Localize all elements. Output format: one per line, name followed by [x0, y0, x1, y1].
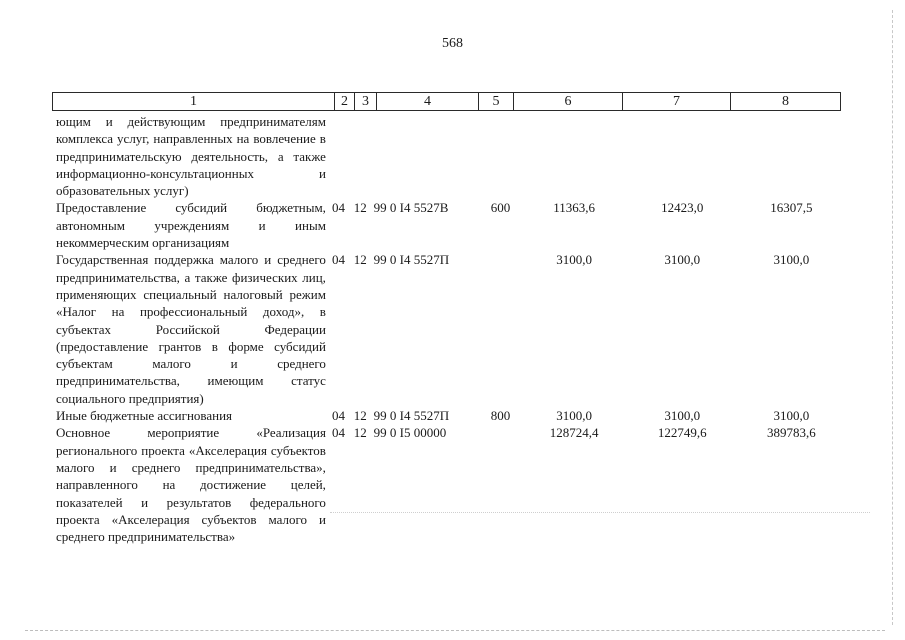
column-header-2: 2: [335, 93, 355, 110]
section-code: 04: [331, 200, 345, 216]
column-header-7: 7: [623, 93, 731, 110]
table-row: [56, 251, 846, 407]
row-description: Иные бюджетные ассигнования: [56, 408, 233, 424]
page-edge: [892, 10, 893, 625]
amount-year-1: 11363,6: [553, 200, 595, 216]
subsection-code: 12: [353, 252, 367, 268]
amount-year-2: 122749,6: [657, 425, 707, 441]
page-number: 568: [442, 36, 463, 51]
section-code: 04: [331, 252, 345, 268]
amount-year-2: 3100,0: [664, 252, 701, 268]
amount-year-3: 16307,5: [770, 200, 813, 216]
amount-year-1: 3100,0: [556, 408, 592, 424]
budget-table: [56, 113, 846, 545]
column-header-6: 6: [514, 93, 623, 110]
amount-year-1: 3100,0: [556, 252, 592, 268]
row-description: Предоставление субсидий бюджетным, автономным учреждениям и иным некоммерческим организациям: [56, 200, 326, 251]
section-code: 04: [331, 425, 345, 441]
section-code: 04: [331, 408, 345, 424]
subsection-code: 12: [353, 425, 367, 441]
amount-year-3: 389783,6: [767, 425, 816, 441]
amount-year-2: 3100,0: [664, 408, 701, 424]
table-row: [56, 113, 846, 199]
row-description: ющим и действующим предпринимателям комплекса услуг, направленных на вовлечение в предпринимательскую деятельность, а также информационно-консультационных и образовательных услуг): [56, 114, 326, 199]
scan-artifact-line: [25, 630, 885, 631]
row-description: Государственная поддержка малого и среднего предпринимательства, а также физических лиц, применяющих специальный налоговый режим «Налог на профессиональный доход», в субъектах Российской Федерации (предоставление грантов в форме субсидий субъектам малого и среднего предпринимательства, имеющим статус социального предприятия): [56, 252, 326, 406]
table-header: [52, 92, 841, 111]
subsection-code: 12: [353, 200, 367, 216]
target-article-code: 99 0 I4 5527П: [373, 252, 450, 268]
target-article-code: 99 0 I4 5527П: [373, 408, 450, 424]
column-header-4: 4: [377, 93, 479, 110]
row-description: Основное мероприятие «Реализация регионального проекта «Акселерация субъектов малого и среднего предпринимательства», направленного на достижение целей, показателей и результатов федерального проекта «Акселерация субъектов малого и среднего предпринимательства»: [56, 425, 326, 545]
table-row: [56, 199, 846, 251]
column-header-8: 8: [782, 94, 789, 109]
column-header-5: 5: [479, 93, 514, 110]
target-article-code: 99 0 I4 5527В: [373, 200, 449, 216]
amount-year-3: 3100,0: [773, 252, 810, 268]
table-row: [56, 424, 846, 545]
column-header-1: 1: [53, 93, 335, 110]
table-row: [56, 407, 846, 424]
subsection-code: 12: [353, 408, 367, 424]
expense-type-code: 600: [490, 200, 511, 216]
amount-year-3: 3100,0: [773, 408, 810, 424]
amount-year-1: 128724,4: [549, 425, 599, 441]
column-header-3: 3: [355, 93, 377, 110]
target-article-code: 99 0 I5 00000: [373, 425, 447, 441]
amount-year-2: 12423,0: [661, 200, 704, 216]
expense-type-code: 800: [490, 408, 511, 424]
